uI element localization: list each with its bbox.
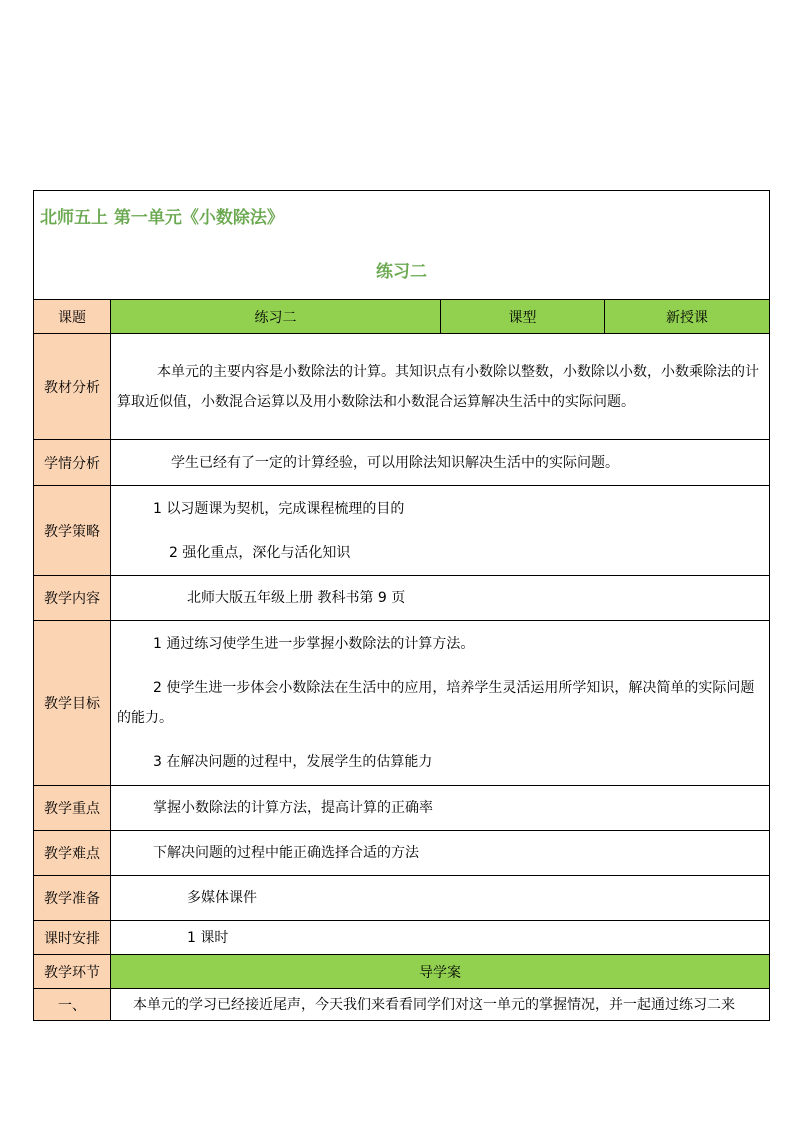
section-value: 导学案 [111, 955, 770, 989]
step1-text-cell [111, 989, 770, 1021]
strategy-item: 2 强化重点，深化与活化知识 [169, 544, 351, 561]
content-text: 北师大版五年级上册 教科书第 9 页 [187, 590, 406, 606]
strategy-text-cell [111, 486, 770, 576]
key-text-cell [111, 786, 770, 831]
learner-text-cell [111, 440, 770, 486]
difficulty-text-cell [111, 831, 770, 876]
goals-item: 1 通过练习使学生进一步掌握小数除法的计算方法。 [153, 636, 475, 652]
course-type-value: 新授课 [605, 300, 770, 334]
learner-row [34, 440, 770, 486]
header-cell [34, 191, 770, 300]
key-text: 掌握小数除法的计算方法，提高计算的正确率 [153, 800, 433, 816]
goals-text-cell [111, 621, 770, 786]
material-text: 本单元的主要内容是小数除法的计算。其知识点有小数除以整数，小数除以小数，小数乘除法的计算取近似值，小数混合运算以及用小数除法和小数混合运算解决生活中的实际问题。 [117, 363, 759, 410]
prep-text: 多媒体课件 [187, 890, 257, 906]
key-row [34, 786, 770, 831]
step1-row [34, 989, 770, 1021]
difficulty-text: 下解决问题的过程中能正确选择合适的方法 [153, 845, 419, 861]
document-title: 北师五上 第一单元《小数除法》 [40, 208, 284, 228]
difficulty-row [34, 831, 770, 876]
strategy-label: 教学策略 [34, 486, 111, 576]
lesson-plan-table [33, 190, 770, 1021]
difficulty-label: 教学难点 [34, 831, 111, 876]
schedule-text: 1 课时 [187, 929, 229, 946]
prep-row [34, 876, 770, 921]
material-row [34, 334, 770, 440]
learner-label: 学情分析 [34, 440, 111, 486]
goals-label: 教学目标 [34, 621, 111, 786]
content-row [34, 576, 770, 621]
course-row [34, 300, 770, 334]
lesson-plan-sheet [33, 190, 769, 1021]
step1-text: 本单元的学习已经接近尾声，今天我们来看看同学们对这一单元的掌握情况，并一起通过练习二来 [133, 996, 735, 1013]
prep-label: 教学准备 [34, 876, 111, 921]
course-label: 课题 [34, 300, 111, 334]
goals-item: 2 使学生进一步体会小数除法在生活中的应用，培养学生灵活运用所学知识，解决简单的实际问题的能力。 [117, 680, 755, 726]
schedule-text-cell [111, 921, 770, 955]
goals-item: 3 在解决问题的过程中，发展学生的估算能力 [153, 754, 433, 770]
learner-text: 学生已经有了一定的计算经验，可以用除法知识解决生活中的实际问题。 [171, 454, 619, 471]
schedule-label: 课时安排 [34, 921, 111, 955]
section-label: 教学环节 [34, 955, 111, 989]
material-label: 教材分析 [34, 334, 111, 440]
key-label: 教学重点 [34, 786, 111, 831]
course-value: 练习二 [111, 300, 441, 334]
strategy-row [34, 486, 770, 576]
goals-row [34, 621, 770, 786]
course-type-label: 课型 [441, 300, 605, 334]
document-subtitle: 练习二 [376, 262, 427, 282]
content-text-cell [111, 576, 770, 621]
header-row [34, 191, 770, 300]
prep-text-cell [111, 876, 770, 921]
strategy-item: 1 以习题课为契机，完成课程梳理的目的 [153, 500, 405, 517]
content-label: 教学内容 [34, 576, 111, 621]
material-text-cell [111, 334, 770, 440]
step1-label: 一、 [34, 989, 111, 1021]
section-row [34, 955, 770, 989]
schedule-row [34, 921, 770, 955]
